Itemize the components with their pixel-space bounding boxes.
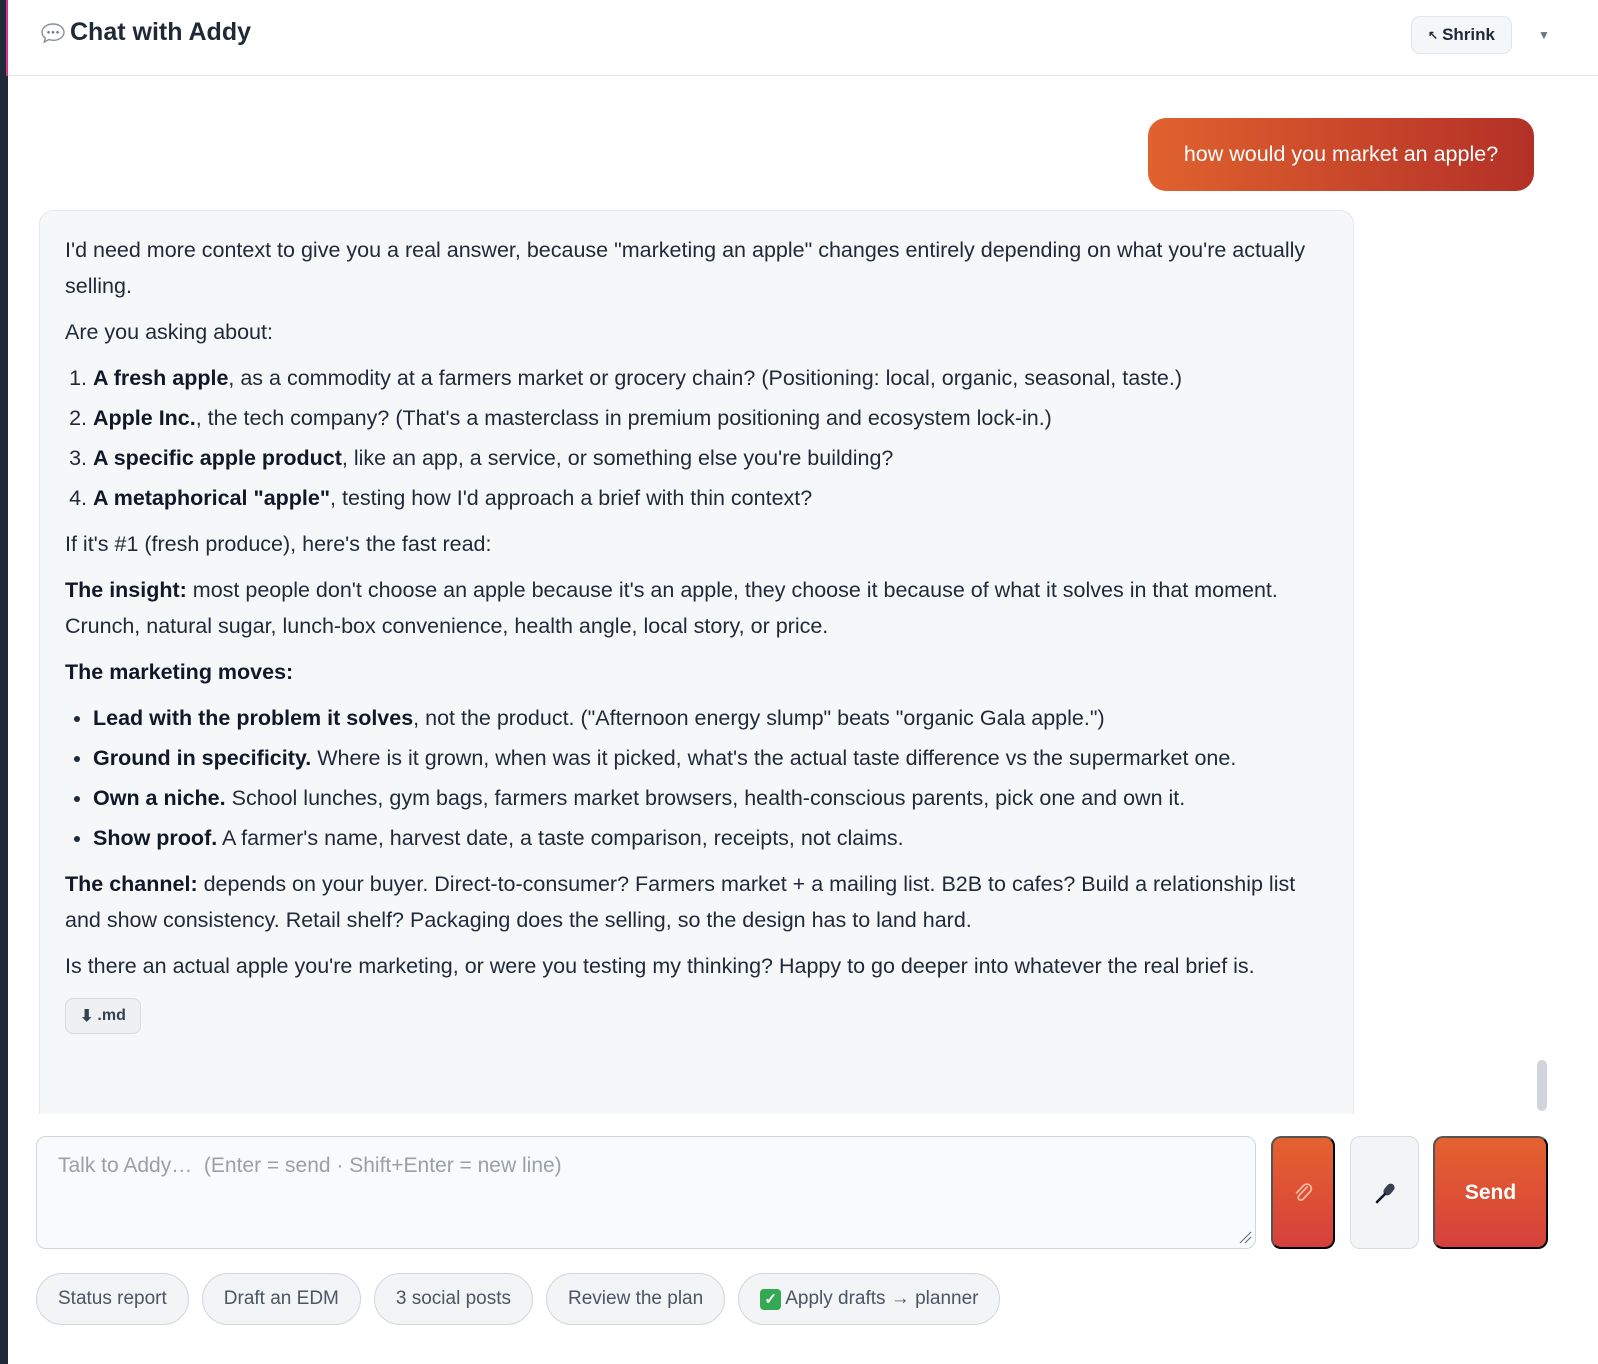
microphone-button[interactable] <box>1350 1136 1419 1249</box>
list-item: 3. A specific apple product, like an app, a service, or something else you're building? <box>93 440 1329 476</box>
download-md-button[interactable] <box>65 998 141 1034</box>
chip-draft-edm[interactable]: Draft an EDM <box>202 1273 361 1325</box>
moves-list <box>93 700 1329 856</box>
reply-closing: Is there an actual apple you're marketing, or were you testing my thinking? Happy to go deeper into whatever the real brief is. <box>65 954 1255 978</box>
list-item: • Ground in specificity. Where is it grown, when was it picked, what's the actual taste difference vs the supermarket one. <box>93 740 1329 776</box>
reply-question: Are you asking about: <box>65 320 273 344</box>
paperclip-icon <box>1290 1180 1316 1206</box>
check-mark-icon: ✓ <box>760 1289 781 1310</box>
chip-status-report[interactable]: Status report <box>36 1273 189 1325</box>
shrink-button[interactable] <box>1411 16 1512 54</box>
left-edge-strip <box>0 0 8 1364</box>
speech-bubble-icon <box>40 22 66 44</box>
list-item: 2. Apple Inc., the tech company? (That's a masterclass in premium positioning and ecosystem lock-in.) <box>93 400 1329 436</box>
reply-fast-read: If it's #1 (fresh produce), here's the fast read: <box>65 532 492 556</box>
user-message-text: how would you market an apple? <box>1183 142 1499 166</box>
assistant-message-bubble <box>39 210 1354 1114</box>
chip-social-posts[interactable]: 3 social posts <box>374 1273 533 1325</box>
user-message-bubble <box>1148 118 1534 191</box>
list-item: 1. A fresh apple, as a commodity at a farmers market or grocery chain? (Positioning: local, organic, seasonal, taste.) <box>93 360 1329 396</box>
download-label: .md <box>97 1007 126 1024</box>
reply-moves-heading: The marketing moves: <box>65 660 294 684</box>
chip-review-plan[interactable]: Review the plan <box>546 1273 725 1325</box>
options-list <box>93 360 1329 516</box>
shrink-arrow-icon: ↖ <box>1428 28 1439 42</box>
resize-handle-icon[interactable] <box>1238 1230 1252 1244</box>
chip-apply-drafts-label: Apply drafts → planner <box>785 1288 979 1309</box>
message-input[interactable] <box>36 1136 1256 1249</box>
reply-channel: The channel: depends on your buyer. Direct-to-consumer? Farmers market + a mailing list. B2B to cafes? Build a relationship list and show consistency. Retail shelf? Packaging does the selling, so the design has to land hard. <box>65 872 1296 932</box>
send-button[interactable]: Send <box>1433 1136 1548 1249</box>
shrink-label: Shrink <box>1442 25 1495 44</box>
chip-apply-drafts[interactable] <box>738 1273 1000 1325</box>
quick-actions <box>36 1273 1000 1325</box>
attach-button[interactable] <box>1271 1136 1335 1249</box>
chevron-down-icon[interactable]: ▼ <box>1538 28 1550 42</box>
chat-panel <box>8 0 1598 1364</box>
chat-header <box>8 0 1598 76</box>
microphone-icon <box>1372 1180 1398 1206</box>
list-item: • Lead with the problem it solves, not the product. ("Afternoon energy slump" beats "organic Gala apple.") <box>93 700 1329 736</box>
scrollbar-thumb[interactable] <box>1537 1060 1547 1111</box>
download-arrow-icon: ⬇ <box>80 1008 94 1025</box>
reply-insight: The insight: most people don't choose an apple because it's an apple, they choose it because of what it solves in that moment. Crunch, natural sugar, lunch-box convenience, health angle, local story, or price. <box>65 578 1278 638</box>
reply-intro: I'd need more context to give you a real answer, because "marketing an apple" changes entirely depending on what you're actually selling. <box>65 238 1306 298</box>
page-title: Chat with Addy <box>70 18 252 46</box>
list-item: • Own a niche. School lunches, gym bags, farmers market browsers, health-conscious parents, pick one and own it. <box>93 780 1329 816</box>
list-item: 4. A metaphorical "apple", testing how I'd approach a brief with thin context? <box>93 480 1329 516</box>
list-item: • Show proof. A farmer's name, harvest date, a taste comparison, receipts, not claims. <box>93 820 1329 856</box>
